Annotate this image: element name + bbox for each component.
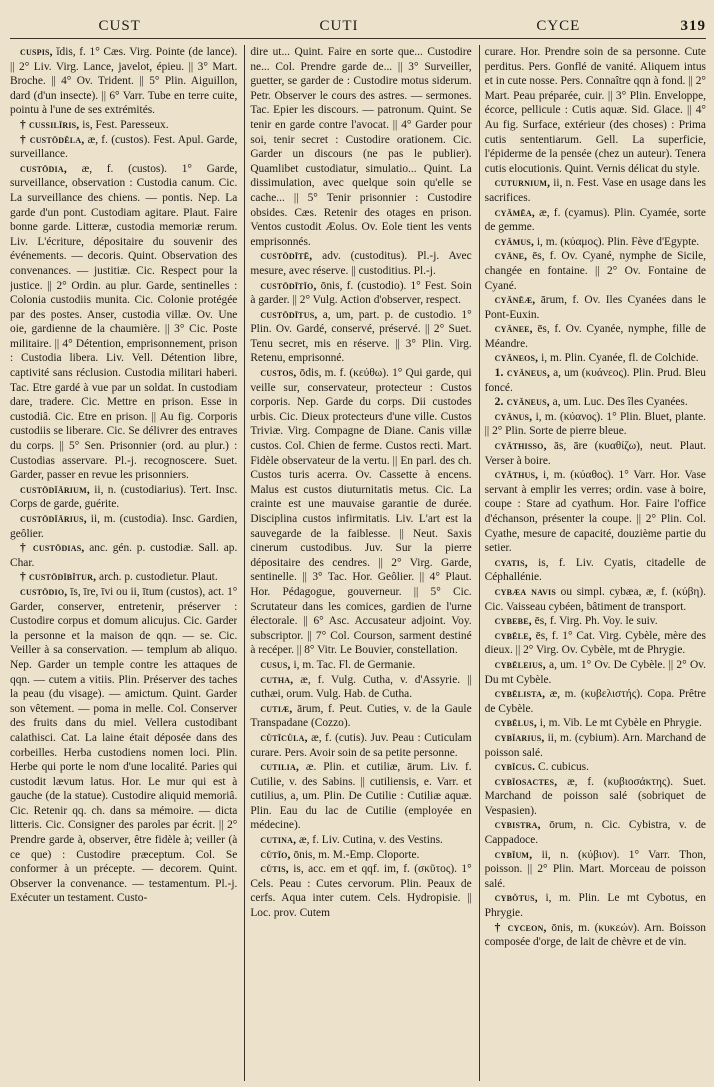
- dictionary-entry: [250, 308, 471, 366]
- entry-headword: cŭtis,: [260, 863, 289, 876]
- dictionary-entry: [485, 760, 706, 775]
- entry-headword: cuspis,: [20, 46, 53, 58]
- entry-definition: ās, āre (κυαθίζω), neut. Plaut. Verser à boire.: [484, 440, 706, 467]
- entry-definition: æ, f. Liv. Cutina, v. des Vestins.: [299, 834, 443, 847]
- entry-headword: cybebe,: [494, 615, 532, 628]
- entry-definition: ōdis, m. f. (κεύθω). 1° Qui garde, qui veille sur, conservateur, protecteur : Custos corporis. Nep. Garde du corps. Dii custodes urbis. Cic. Dieux protecteurs d'une ville. Custos Triviæ. Virg. Compagne de Diane. Canis villæ custos. Col. Chien de ferme. Custos recti. Mart. Fidèle observateur de la vertu. || En parl. des ch. Custos turis acerra. Ov. Cassette à encens. Malus est custos diuturnitatis metus. Cic. La crainte est une mauvaise garantie de durée. Disciplina custos infirmitatis. Liv. L'art est la sauvegarde de la faiblesse. || Neut. Saxis cinerum custodibus. Juv. Sur la pierre dépositaire des cendres. || 2° Virg. Garde, sentinelle. || 3° Tac. Hor. Geôlier. || 4° Plaut. Hor. Pédagogue, gouverneur. || 5° Cic. Scrutateur dans les comices, gardien de l'urne électorale. || 6° Asc. Accusateur adjoint. Voy. subscriptor. || 7° Col. Courson, sarment destiné à recéper. || 8° Vitr. Le Bouvier, constellation.: [250, 367, 472, 657]
- dictionary-entry: [485, 716, 706, 731]
- dictionary-entry: [485, 556, 706, 585]
- dictionary-entry: [485, 921, 706, 950]
- dictionary-entry: [485, 45, 706, 176]
- entry-headword: 1. cyăneus,: [494, 367, 550, 380]
- dictionary-entry: [485, 410, 706, 439]
- entry-headword: cutha,: [260, 673, 294, 686]
- dictionary-entry: [485, 395, 706, 410]
- running-header: [10, 14, 706, 39]
- dictionary-entry: [250, 279, 471, 308]
- entry-definition: æ, f. (cyamus). Plin. Cyamée, sorte de gemme.: [484, 206, 706, 234]
- entry-headword: cybŏtus,: [494, 892, 538, 905]
- entry-headword: cybēlista,: [494, 688, 546, 701]
- dictionary-entry: [10, 118, 237, 133]
- dictionary-entry: [250, 848, 471, 863]
- entry-definition: ii, m. (custodia). Insc. Gardien, geôlier.: [10, 513, 238, 540]
- dictionary-entry: [485, 322, 706, 351]
- entry-definition: anc. gén. p. custodiæ. Sall. ap. Char.: [10, 542, 238, 569]
- entry-headword: cybēlus,: [494, 717, 537, 730]
- entry-definition: ārum, f. Peut. Cuties, v. de la Gaule Transpadane (Cozzo).: [250, 702, 472, 730]
- dictionary-entry: [250, 760, 471, 833]
- dictionary-entry: [10, 570, 237, 585]
- entry-definition: ou simpl. cybæa, æ, f. (κύβη). Cic. Vaisseau cybéen, bâtiment de transport.: [484, 585, 706, 613]
- entry-definition: ōnis, f. (custodio). 1° Fest. Soin à garder. || 2° Vulg. Action d'observer, respect.: [250, 279, 472, 307]
- dictionary-entry: [485, 585, 706, 614]
- entry-definition: ii, n. Fest. Vase en usage dans les sacrifices.: [484, 177, 706, 204]
- entry-headword: cyămēa,: [494, 206, 535, 219]
- entry-headword: cybĭcus.: [494, 761, 536, 774]
- entry-definition: i, m. Plin. Le mt Cybotus, en Phrygie.: [484, 892, 706, 920]
- entry-headword: custōdītus,: [260, 308, 318, 321]
- column-middle: [244, 45, 471, 1081]
- entry-definition: æ, f. (κυβιοσάκτης). Suet. Marchand de poisson salé (sobriquet de Vespasien).: [484, 775, 706, 817]
- entry-definition: ēs, f. Ov. Cyané, nymphe de Sicile, changée en fontaine. || 2° Ov. Fontaine de Cyané.: [484, 250, 706, 292]
- entry-definition: æ. Plin. et cutiliæ, ārum. Liv. f. Cutilie, v. des Sabins. || cutiliensis, e. Varr. et cutilius, a, um. Plin. De Cutilie : Cutiliæ aquæ. Plin. Eau du lac de Cutilie (employée en médecine).: [250, 761, 472, 832]
- entry-headword: cybēleius,: [494, 658, 546, 671]
- entry-headword: † custōdībĭtur,: [20, 571, 97, 584]
- entry-headword: custōdītē,: [260, 250, 313, 263]
- dictionary-entry: [485, 687, 706, 716]
- entry-headword: cyăthisso,: [494, 440, 547, 453]
- entry-definition: adv. (custoditus). Pl.-j. Avec mesure, avec réserve. || custoditius. Pl.-j.: [250, 250, 472, 277]
- entry-headword: cybĭum,: [494, 848, 533, 861]
- entry-definition: arch. p. custodietur. Plaut.: [99, 571, 218, 584]
- entry-definition: ēs, f. Ov. Cyanée, nymphe, fille de Méandre.: [484, 323, 706, 350]
- entry-headword: custōdĭārius,: [20, 513, 87, 525]
- entry-definition: curare. Hor. Prendre soin de sa personne. Cute perditus. Pers. Gonflé de vanité. Aliquem intus et in cute nosse. Pers. Connaître qqn à fond. || 2° Mart. Peau préparée, cuir. || 3° Plin. Enveloppe, écorce, pellicule : Cutis aquæ. Sid. Glace. || 4° Au fig. Surface, extérieur (des choses) : Prima cutis sententiarum. Gell. La superficie, l'épiderme de la pensée (chez un auteur). Tenera cutis elocutionis. Quint. Vernis délicat du style.: [484, 46, 706, 175]
- dictionary-entry: [250, 249, 471, 278]
- dictionary-entry: [485, 351, 706, 366]
- entry-headword: cybēle,: [494, 629, 532, 642]
- entry-headword: cyăthus,: [494, 469, 539, 482]
- dictionary-entry: [250, 45, 471, 249]
- entry-headword: cŭtĭcŭla,: [260, 731, 308, 744]
- entry-headword: cyănee,: [494, 323, 533, 336]
- dictionary-entry: [485, 658, 706, 687]
- entry-definition: æ, f. (cutis). Juv. Peau : Cuticulam curare. Pers. Avoir soin de sa petite personne.: [250, 731, 472, 759]
- dictionary-entry: [250, 862, 471, 920]
- dictionary-entry: [485, 731, 706, 760]
- entry-headword: custōdītĭo,: [260, 279, 317, 292]
- entry-headword: † cussilĭris,: [20, 118, 80, 131]
- entry-definition: æ, f. (custos). Fest. Apul. Garde, surveillance.: [10, 133, 238, 161]
- dictionary-entry: [485, 366, 706, 395]
- entry-definition: i, m. (κύανος). 1° Plin. Bluet, plante. || 2° Plin. Sorte de pierre bleue.: [484, 410, 706, 438]
- entry-definition: ēs, f. Virg. Ph. Voy. le suiv.: [534, 615, 658, 628]
- entry-definition: is, Fest. Paresseux.: [82, 118, 169, 131]
- entry-headword: custōdia,: [20, 162, 67, 175]
- entry-headword: † custōdias,: [20, 542, 85, 555]
- dictionary-entry: [485, 293, 706, 322]
- dictionary-entry: [485, 468, 706, 556]
- dictionary-entry: [250, 833, 471, 848]
- entry-headword: cybistra,: [494, 819, 541, 832]
- dictionary-entry: [10, 45, 237, 118]
- entry-definition: ārum, f. Ov. Iles Cyanées dans le Pont-Euxin.: [484, 294, 706, 321]
- entry-definition: i, m. (κύαμος). Plin. Fève d'Egypte.: [536, 235, 700, 248]
- text-columns: [10, 45, 706, 1081]
- dictionary-entry: [485, 249, 706, 293]
- entry-headword: cuturnium,: [494, 177, 551, 190]
- entry-headword: cyănus,: [494, 410, 533, 423]
- header-right-guideword: CYCE: [536, 17, 581, 34]
- entry-headword: custōdio,: [20, 585, 68, 598]
- entry-headword: cyāne,: [494, 250, 528, 263]
- entry-definition: dire ut... Quint. Faire en sorte que... Custodire ne... Col. Prendre garde de... || 3° Surveiller, guetter, se garder de : Custodire motus siderum. Petr. Observer le cours des astres. — sermones. Tac. Epier les discours. — patronum. Quint. Se tenir en garde contre l'avocat. || 4° Garder pour soi, tenir secret : Custodire orationem. Cic. Garder un discours (ne pas le publier). Quamlibet custodiatur, simulatio... Quint. La dissimulation, avec quelque soin qu'elle se cache... || 5° Tenir prisonnier : Custodire obsides. Cæs. Retenir des otages en prison. Ventos custodit Æolus. Ov. Eole tient les vents emprisonnés.: [250, 46, 472, 248]
- entry-definition: a, um. 1° Ov. De Cybèle. || 2° Ov. Du mt Cybèle.: [484, 658, 706, 686]
- entry-headword: cŭtĭo,: [260, 848, 291, 861]
- entry-headword: † custōdĕla,: [20, 133, 85, 146]
- header-center-guideword: CUTI: [319, 17, 359, 34]
- entry-definition: is, f. Liv. Cyatis, citadelle de Céphallénie.: [484, 556, 706, 584]
- page-number: 319: [680, 17, 706, 34]
- entry-definition: C. cubicus.: [537, 761, 589, 774]
- entry-definition: i, m. Vib. Le mt Cybèle en Phrygie.: [539, 717, 702, 730]
- header-left-guideword: CUST: [98, 17, 141, 34]
- entry-headword: cybæa navis: [494, 585, 557, 598]
- entry-definition: īs, īre, īvi ou ii, ītum (custos), act. 1° Garder, conserver, entretenir, préserver : Custodire corpus et domum alicujus. Cic. Garder la personne et la maison de qqn. — se. Cic. Veiller à sa conservation. — templum ab aliquo. Nep. Garder un temple contre les attaques de qqn. — cutem a vitiis. Plin. Préserver des taches la peau (du visage). — amictum. Quint. Garder son vêtement. — poma in melle. Col. Conserver des fruits dans du miel. Vellera custodibant calathisci. Cat. La laine était déposée dans des corbeilles. Herba custodiens nomen loci. Plin. Herbe qui porte le nom d'une localité. Paries qui custodit lævum latus. Hor. Le mur qui est à gauche (de la statue). Custodire aliquid memoriâ. Cic. Retenir qq. ch. dans sa mémoire. — dicta litteris. Cic. Consigner des paroles par écrit. || 2° Prendre garde à, observer, être fidèle à; veiller (à ce que) : Custodire præceptum. Col. Se conformer à un précepte. — decorem. Quint. Observer la convenance. — testamentum. Pl.-j. Exécuter un testament. Custo-: [10, 585, 238, 905]
- dictionary-entry: [10, 483, 237, 512]
- entry-definition: i, m. Plin. Cyanée, fl. de Colchide.: [541, 352, 699, 365]
- dictionary-entry: [250, 673, 471, 702]
- entry-headword: cutina,: [260, 834, 297, 847]
- entry-definition: a, um (κυάνεος). Plin. Prud. Bleu foncé.: [484, 367, 706, 394]
- entry-definition: ēs, f. 1° Cat. Virg. Cybèle, mère des dieux. || 2° Virg. Ov. Cybèle, mt de Phrygie.: [484, 629, 706, 657]
- dictionary-entry: [485, 848, 706, 892]
- entry-headword: 2. cyăneus,: [494, 396, 550, 409]
- dictionary-entry: [10, 585, 237, 906]
- dictionary-entry: [10, 133, 237, 162]
- entry-definition: ii, n. (custodiarius). Tert. Insc. Corps de garde, guérite.: [10, 483, 238, 511]
- column-right: [479, 45, 706, 1081]
- dictionary-entry: [485, 176, 706, 205]
- dictionary-entry: [485, 614, 706, 629]
- entry-definition: ii, m. (cybium). Arn. Marchand de poisson salé.: [484, 731, 706, 759]
- entry-definition: ōnis, m. M.-Emp. Cloporte.: [293, 848, 420, 861]
- dictionary-entry: [250, 366, 471, 658]
- entry-definition: a, um, part. p. de custodio. 1° Plin. Ov. Gardé, conservé, préservé. || 2° Suet. Tenu secret, mis en réserve. || 3° Plin. Virg. Retenu, emprisonné.: [250, 308, 472, 365]
- entry-definition: æ, f. Vulg. Cutha, v. d'Assyrie. || cuthæi, orum. Vulg. Hab. de Cutha.: [250, 673, 472, 701]
- column-left: [10, 45, 237, 1081]
- entry-headword: cutilia,: [260, 761, 300, 774]
- entry-definition: ĭdis, f. 1° Cæs. Virg. Pointe (de lance). || 2° Liv. Virg. Lance, javelot, épieu. || 3° Mart. Broche. || 4° Ov. Trident. || 5° Plin. Aiguillon, dard (d'un insecte). || 6° Varr. Tube en terre cuite, pointu à l'une de ses extrémités.: [10, 46, 238, 117]
- entry-headword: custos,: [260, 367, 297, 380]
- entry-headword: custōdĭārium,: [20, 483, 90, 496]
- entry-headword: † cyceon,: [494, 921, 547, 934]
- dictionary-entry: [485, 775, 706, 819]
- dictionary-entry: [485, 891, 706, 920]
- entry-definition: ōnis, m. (κυκεών). Arn. Boisson composée d'orge, de lait de chèvre et de vin.: [484, 921, 706, 949]
- dictionary-entry: [10, 162, 237, 483]
- entry-headword: cyatis,: [494, 556, 528, 569]
- dictionary-entry: [250, 702, 471, 731]
- entry-headword: cybĭosactes,: [494, 775, 558, 788]
- entry-definition: æ, m. (κυβελιστής). Copa. Prêtre de Cybèle.: [484, 688, 706, 715]
- dictionary-entry: [485, 439, 706, 468]
- entry-headword: cyămus,: [494, 235, 535, 248]
- entry-definition: æ, f. (custos). 1° Garde, surveillance, observation : Custodia canum. Cic. La surveillance des chiens. — pontis. Nep. La garde d'un pont. Custodiam agitare. Plaut. Faire bonne garde. Litteræ, custodia memoriæ rerum. Liv. L'écriture, dépositaire du souvenir des événements. — decoris. Quint. Observation des convenances. — justitiæ. Cic. Respect pour la justice. || 2° Ordin. au plur. Garde, sentinelles : Colonia custodiis munita. Cic. Colonie protégée par des postes. Anser, custodia villæ. Ov. Une oie, gardienne de la chaumière. || 3° Cic. Poste militaire. || 4° Détention, emprisonnement, prison : Custodia libera. Liv. Vell. Détention libre, captivité sans réclusion. Custodia militari haberi. Tac. Etre gardé à vue par un soldat. In custodiam dare, tradere. Cic. Mettre en prison. Esse in custodiâ. Cic. Etre en prison. || Au fig. Corporis custodiis se liberare. Cic. Se délivrer des entraves du corps. || 5° Sen. Prisonnier (ord. au plur.) : Custodias asservare. Pl.-j. recognoscere. Suet. Garder, passer en revue les prisonniers.: [10, 162, 238, 482]
- entry-definition: is, acc. em et qqf. im, f. (σκῦτος). 1° Cels. Peau : Cutes cervorum. Plin. Peaux de cerfs. Aqua inter cutem. Cels. Hydropisie. || Loc. prov. Cutem: [250, 863, 472, 920]
- dictionary-entry: [485, 206, 706, 235]
- entry-headword: cyănēæ,: [494, 294, 536, 307]
- entry-definition: i, m. Tac. Fl. de Germanie.: [293, 658, 416, 671]
- entry-headword: cybĭarius,: [494, 731, 545, 744]
- entry-definition: ii, n. (κύβιον). 1° Varr. Thon, poisson. || 2° Plin. Mart. Morceau de poisson salé.: [484, 848, 706, 890]
- entry-headword: cutiæ,: [260, 702, 293, 715]
- entry-headword: cyăneos,: [494, 352, 539, 365]
- dictionary-entry: [250, 731, 471, 760]
- entry-definition: a, um. Luc. Des îles Cyanées.: [552, 396, 688, 409]
- dictionary-entry: [250, 658, 471, 673]
- entry-definition: ōrum, n. Cic. Cybistra, v. de Cappadoce.: [484, 819, 706, 847]
- dictionary-entry: [10, 541, 237, 570]
- dictionary-entry: [485, 235, 706, 250]
- dictionary-entry: [10, 512, 237, 541]
- entry-headword: cusus,: [260, 658, 291, 671]
- entry-definition: i, m. (κύαθος). 1° Varr. Hor. Vase servant à emplir les verres; ordin. vase à boire, coupe : Stare ad cyathum. Hor. Faire l'office d'échanson, présenter la coupe. || 2° Plin. Col. Cyathe, mesure de capacité, douzième partie du setier.: [484, 469, 706, 555]
- dictionary-entry: [485, 629, 706, 658]
- dictionary-entry: [485, 818, 706, 847]
